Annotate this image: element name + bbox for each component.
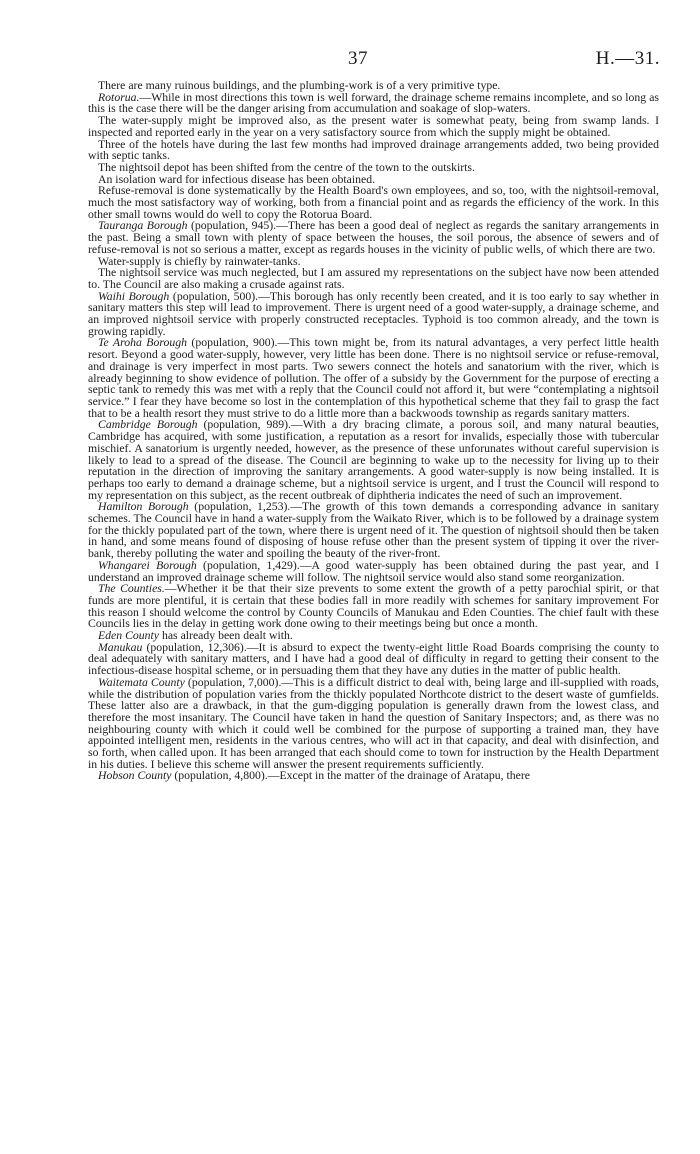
paragraph-text: (population, 1,253).—The growth of this town demands a corresponding advance in sanitary schemes. The Council have in hand a water-supply from the Waikato River, which is to be followed by a drainage system for the thickly populated part of the town, where there is urgent need of it. The question of nightsoil should then be taken in hand, and some means found of disposing of house refuse other than the present system of tipping it over the river-bank, thereby polluting the water and spoiling the beauty of the river-front. [88,500,659,561]
paragraph-text: (population, 945).—There has been a good deal of neglect as regards the sanitary arrangements in the past. Being a small town with plenty of space between the houses, the soil porous, the absence of sewers and of refuse-removal is not so serious a matter, except as regards houses in the vicinity of public wells, of which there are two. [88,219,660,256]
body-text [88,80,659,782]
paragraph [88,419,659,501]
paragraph-text: The nightsoil service was much neglected, but I am assured my representations on the subject have now been attended to. The Council are also making a crusade against rats. [88,266,659,291]
paragraph-title: Waihi Borough [98,289,170,303]
paragraph-title: Manukau [98,640,143,654]
paragraph-title: Waitemata County [98,675,185,689]
paragraph-text: Water-supply is chiefly by rainwater-tanks. [98,254,301,268]
paragraph [88,770,659,782]
paragraph-title: Cambridge Borough [98,418,198,432]
paragraph [88,185,659,220]
paragraph-text: The water-supply might be improved also, as the present water is somewhat peaty, being from swamp lands. I inspected and reported early in the year on a very satisfactory source from which the supply might be obtained. [88,114,659,139]
paragraph-text: (population, 12,306).—It is absurd to expect the twenty-eight little Road Boards comprising the county to deal adequately with sanitary matters, and I have had a good deal of difficulty in regard to getting their consent to the infectious-disease hospital scheme, or in persuading them that they have any duties in the matter of public health. [88,640,659,678]
paragraph [88,267,659,290]
paragraph [88,220,659,255]
page-header [88,48,660,72]
paragraph [88,291,659,338]
paragraph-text: (population, 500).—This borough has only recently been created, and it is too early to say whether in sanitary matters this step will lead to improvement. There is urgent need of a good water-supply, a drainage scheme, and an improved nightsoil service with properly constructed receptacles. Typhoid is too common already, and the town is growing rapidly. [88,289,660,338]
paragraph-text: (population, 989).—With a dry bracing climate, a porous soil, and many natural beauties, Cambridge has acquired, with some justification, a reputation as a resort for invalids, especially those with tubercular mischief. A sanatorium is urgently needed, however, as the presence of these unforunates without careful supervision is likely to lead to a spread of the disease. The Council are beginning to wake up to the necessity for living up to their reputation in the direction of improving the sanitary arrangements. A good water-supply is now being installed. It is perhaps too early to demand a drainage scheme, but a nightsoil service is urgent, and I trust the Council will respond to my representation on this subject, as the recent outbreak of diphtheria indicates the need of such an improvement. [88,418,659,502]
paragraph [88,677,659,771]
paragraph-text: has already been dealt with. [159,629,293,643]
paragraph-title: Hamilton Borough [98,500,189,514]
paragraph-title: The Counties. [98,582,165,596]
paragraph [88,642,659,677]
paragraph [88,337,659,419]
paragraph-title: Eden County [98,629,160,643]
paragraph [88,560,659,583]
paragraph-text: (population, 900).—This town might be, from its natural advantages, a very perfect little health resort. Beyond a good water-supply, however, very little has been done. There is no nightsoil service or refuse-removal, and drainage is very imperfect in most parts. Two sewers connect the hotels and sanatorium with the river, which is already beginning to show evidence of pollution. The offer of a subsidy by the Government for the purpose of erecting a septic tank to remedy this was met with a reply that the Council could not afford it, but were “contemplating a nightsoil service.” I fear they have become so lost in the contemplation of this hypothetical scheme that they fail to grasp the fact that to be a health resort they must strive to do a little more than a backwoods township as regards sanitary matters. [88,336,659,420]
paragraph [88,92,659,115]
paragraph-text: —While in most directions this town is well forward, the drainage scheme remains incomplete, and so long as this is the case there will be the danger arising from accumulation and soakage of slop-waters. [88,90,659,116]
paragraph-title: Rotorua. [98,90,140,104]
paragraph-text: (population, 7,000).—This is a difficult district to deal with, being large and ill-supplied with roads, while the distribution of population varies from the thickly populated Northcote district to the desert waste of gumfields. These latter also are a drawback, in that the gum-digging population is generally drawn from the lowest class, and therefore the most insanitary. The Council have taken in hand the question of Sanitary Inspectors; and, as there was no neighbouring county with which it could well be combined for the purpose of supporting a trained man, they have appointed intelligent men, residents in the various centres, who will act in that capacity, and deal with disinfection, and so forth, when called upon. It has been arranged that each should come to town for instruction by the Health Department in his duties. I believe this scheme will answer the present requirements sufficiently. [88,675,659,771]
paragraph-text: —Whether it be that their size prevents to some extent the growth of a petty parochial spirit, or that funds are more plentiful, it is certain that these bodies fall in more readily with schemes for sanitary improvement For this reason I should welcome the control by County Councils of Manukau and Eden Counties. The chief fault with these Councils lies in the delay in getting work done owing to their meetings being but once a month. [88,582,659,631]
paragraph-title: Tauranga Borough [98,219,188,233]
paragraph [88,139,659,162]
paragraph-text: (population, 1,429).—A good water-supply has been obtained during the past year, and I understand an improved drainage scheme will follow. The nightsoil service would also stand some reorganization. [88,558,659,584]
paragraph [88,115,659,138]
paragraph [88,501,659,560]
paragraph-title: Te Aroha Borough [98,336,187,350]
paragraph-text: (population, 4,800).—Except in the matter of the drainage of Aratapu, there [171,769,531,783]
paragraph-text: Refuse-removal is done systematically by the Health Board's own employees, and so, too, with the nightsoil-removal, much the most satisfactory way of working, both from a financial point and as regards the efficiency of the work. In this other small towns would do well to copy the Rotorua Board. [88,184,659,221]
paragraph-title: Hobson County [98,769,172,783]
paragraph-text: An isolation ward for infectious disease has been obtained. [98,172,376,186]
paragraph-title: Whangarei Borough [98,558,197,572]
paragraph-text: Three of the hotels have during the last few months had improved drainage arrangements added, two being provided with septic tanks. [88,137,659,163]
paragraph-text: There are many ruinous buildings, and the plumbing-work is of a very primitive type. [98,79,501,92]
paragraph-text: The nightsoil depot has been shifted from the centre of the town to the outskirts. [98,160,475,174]
page-number: 37 [348,48,368,69]
report-code: H.—31. [595,48,660,69]
paragraph [88,583,659,630]
